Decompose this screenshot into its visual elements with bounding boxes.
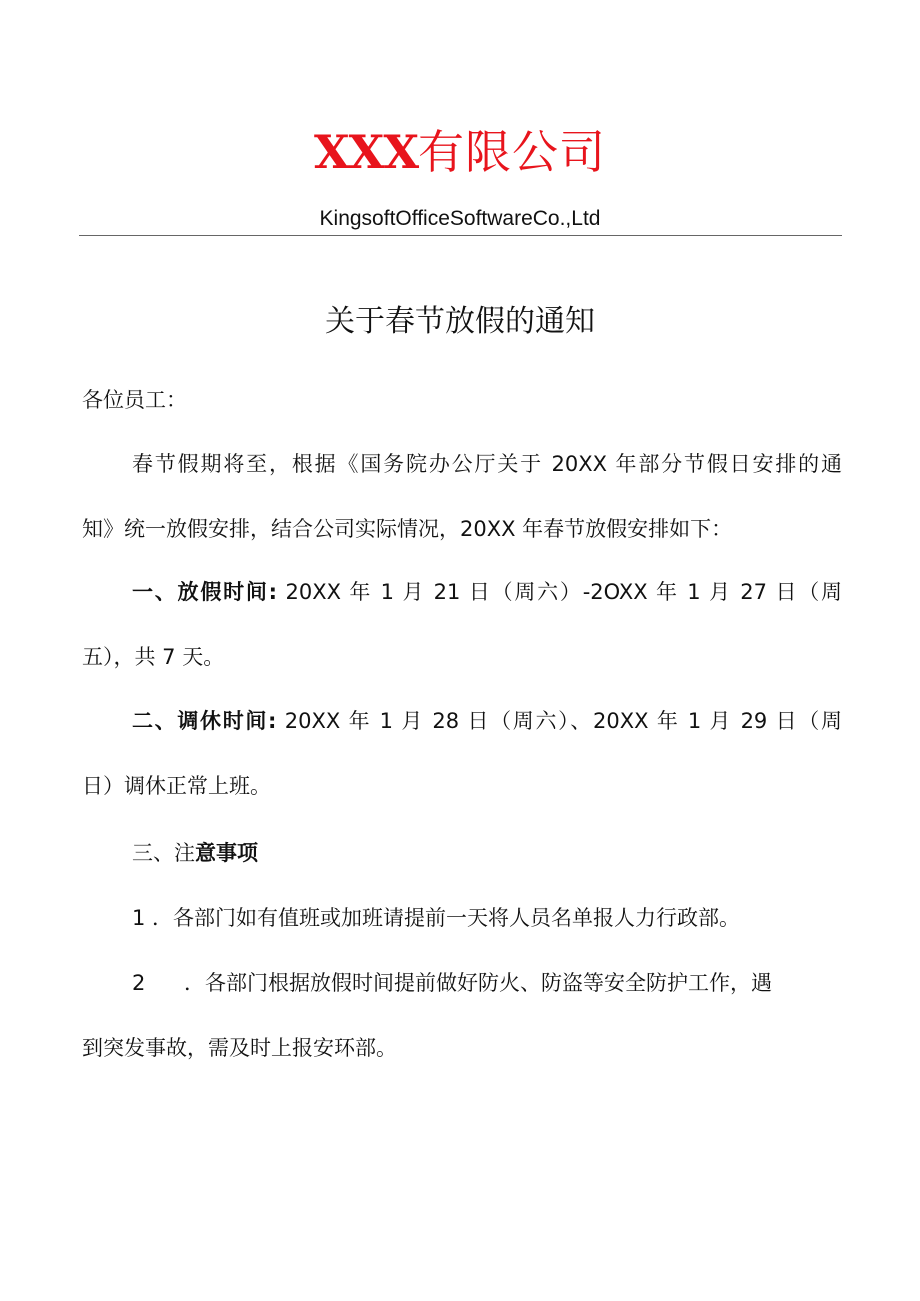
item-2-line-1 — [132, 706, 842, 736]
note-2-text: ．各部门根据放假时间提前做好防火、防盗等安全防护工作，遇 — [184, 971, 772, 995]
salutation: 各位员工： — [82, 388, 187, 412]
note-2-line-1 — [132, 968, 842, 998]
item-2-label: 二、调休时间: — [132, 709, 277, 733]
item-1-line-2: 五），共 7 天。 — [82, 645, 225, 669]
company-name-latin: XXX — [313, 125, 419, 179]
item-1-label: 一、放假时间: — [132, 580, 278, 604]
item-3-bold: 意事项 — [195, 841, 258, 865]
item-1-line-1 — [132, 577, 842, 607]
item-3-prefix: 三、注 — [132, 841, 195, 865]
intro-line-2: 知》统一放假安排，结合公司实际情况，20XX 年春节放假安排如下： — [82, 517, 733, 541]
intro-line-1: 春节假期将至，根据《国务院办公厅关于 20XX 年部分节假日安排的通 — [132, 452, 842, 476]
company-name-cjk: 有限公司 — [418, 125, 607, 179]
header-divider — [79, 235, 842, 236]
note-2-line-2: 到突发事故，需及时上报安环部。 — [82, 1036, 397, 1060]
item-3-heading — [132, 838, 842, 868]
company-english-name: KingsoftOfficeSoftwareCo.,Ltd — [319, 207, 601, 230]
notice-title: 关于春节放假的通知 — [325, 304, 595, 339]
company-name — [0, 118, 920, 186]
item-2-line-2: 日）调休正常上班。 — [82, 774, 271, 798]
note-2-number: 2 — [132, 971, 146, 995]
note-1: 1 ．各部门如有值班或加班请提前一天将人员名单报人力行政部。 — [132, 906, 741, 930]
item-2-text: 20XX 年 1 月 28 日（周六）、20XX 年 1 月 29 日（周 — [276, 709, 842, 733]
item-1-text: 20XX 年 1 月 21 日（周六）-2OXX 年 1 月 27 日（周 — [277, 580, 842, 604]
